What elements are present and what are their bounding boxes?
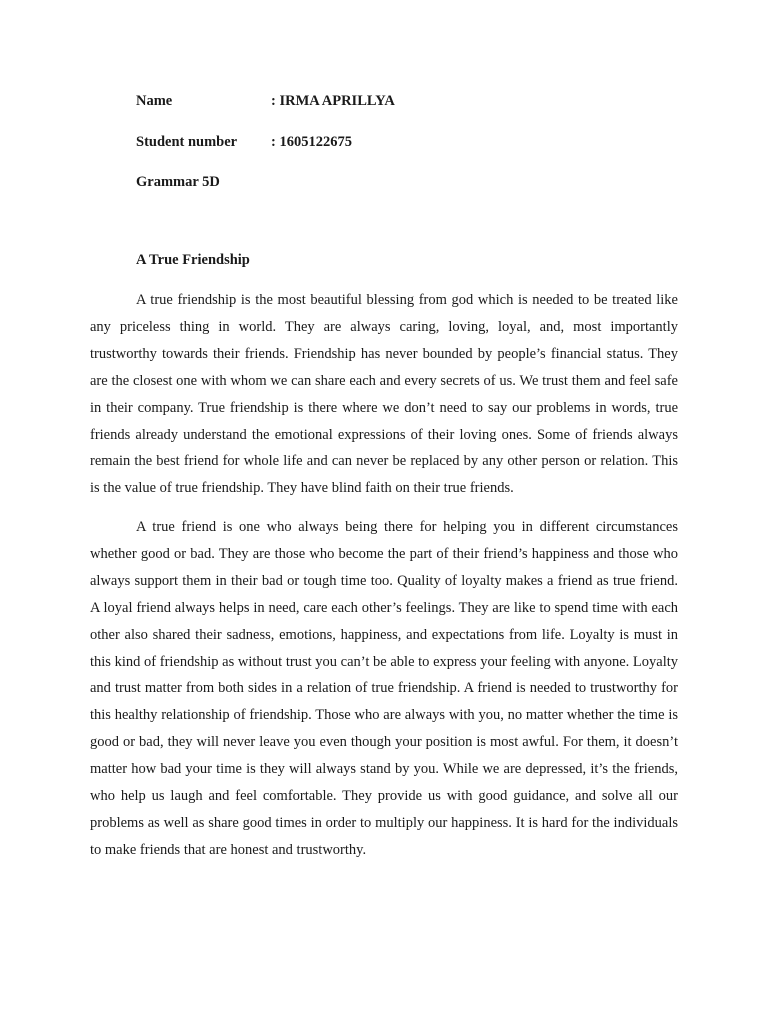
essay-title: A True Friendship bbox=[136, 252, 250, 268]
student-number-label: Student number bbox=[136, 134, 238, 150]
student-number-value: : 1605122675 bbox=[271, 134, 352, 150]
class-label: Grammar 5D bbox=[136, 174, 220, 190]
name-value: : IRMA APRILLYA bbox=[271, 93, 395, 109]
name-label: Name bbox=[136, 93, 173, 109]
essay-paragraph-2: A true friend is one who always being there for helping you in different circumstances whether good or bad. They are those who become the part of their friend’s happiness and those who always support them in their bad or tough time too. Quality of loyalty makes a friend as true friend. A loyal friend always helps in need, care each other’s feelings. They are like to spend time with each other also shared their sadness, emotions, happiness, and expectations from life. Loyalty is must in this kind of friendship as without trust you can’t be able to express your feeling with anyone. Loyalty and trust matter from both sides in a relation of true friendship. A friend is needed to trustworthy for this healthy relationship of friendship. Those who are always with you, no matter whether the time is good or bad, they will never leave you even though your position is most awful. For them, it doesn’t matter how bad your time is they will always stand by you. While we are depressed, it’s the friends, who help us laugh and feel comfortable. They provide us with good guidance, and solve all our problems as well as share good times in order to multiply our happiness. It is hard for the individuals to make friends that are honest and trustworthy. bbox=[90, 519, 678, 858]
essay-paragraph-1: A true friendship is the most beautiful blessing from god which is needed to be treated like any priceless thing in world. They are always caring, loving, loyal, and, most importantly trustworthy towards their friends. Friendship has never bounded by people’s financial status. They are the closest one with whom we can share each and every secrets of us. We trust them and feel safe in their company. True friendship is there where we don’t need to say our problems in words, true friends already understand the emotional expressions of their loving ones. Some of friends always remain the best friend for whole life and can never be replaced by any other person or relation. This is the value of true friendship. They have blind faith on their true friends. bbox=[90, 292, 678, 497]
